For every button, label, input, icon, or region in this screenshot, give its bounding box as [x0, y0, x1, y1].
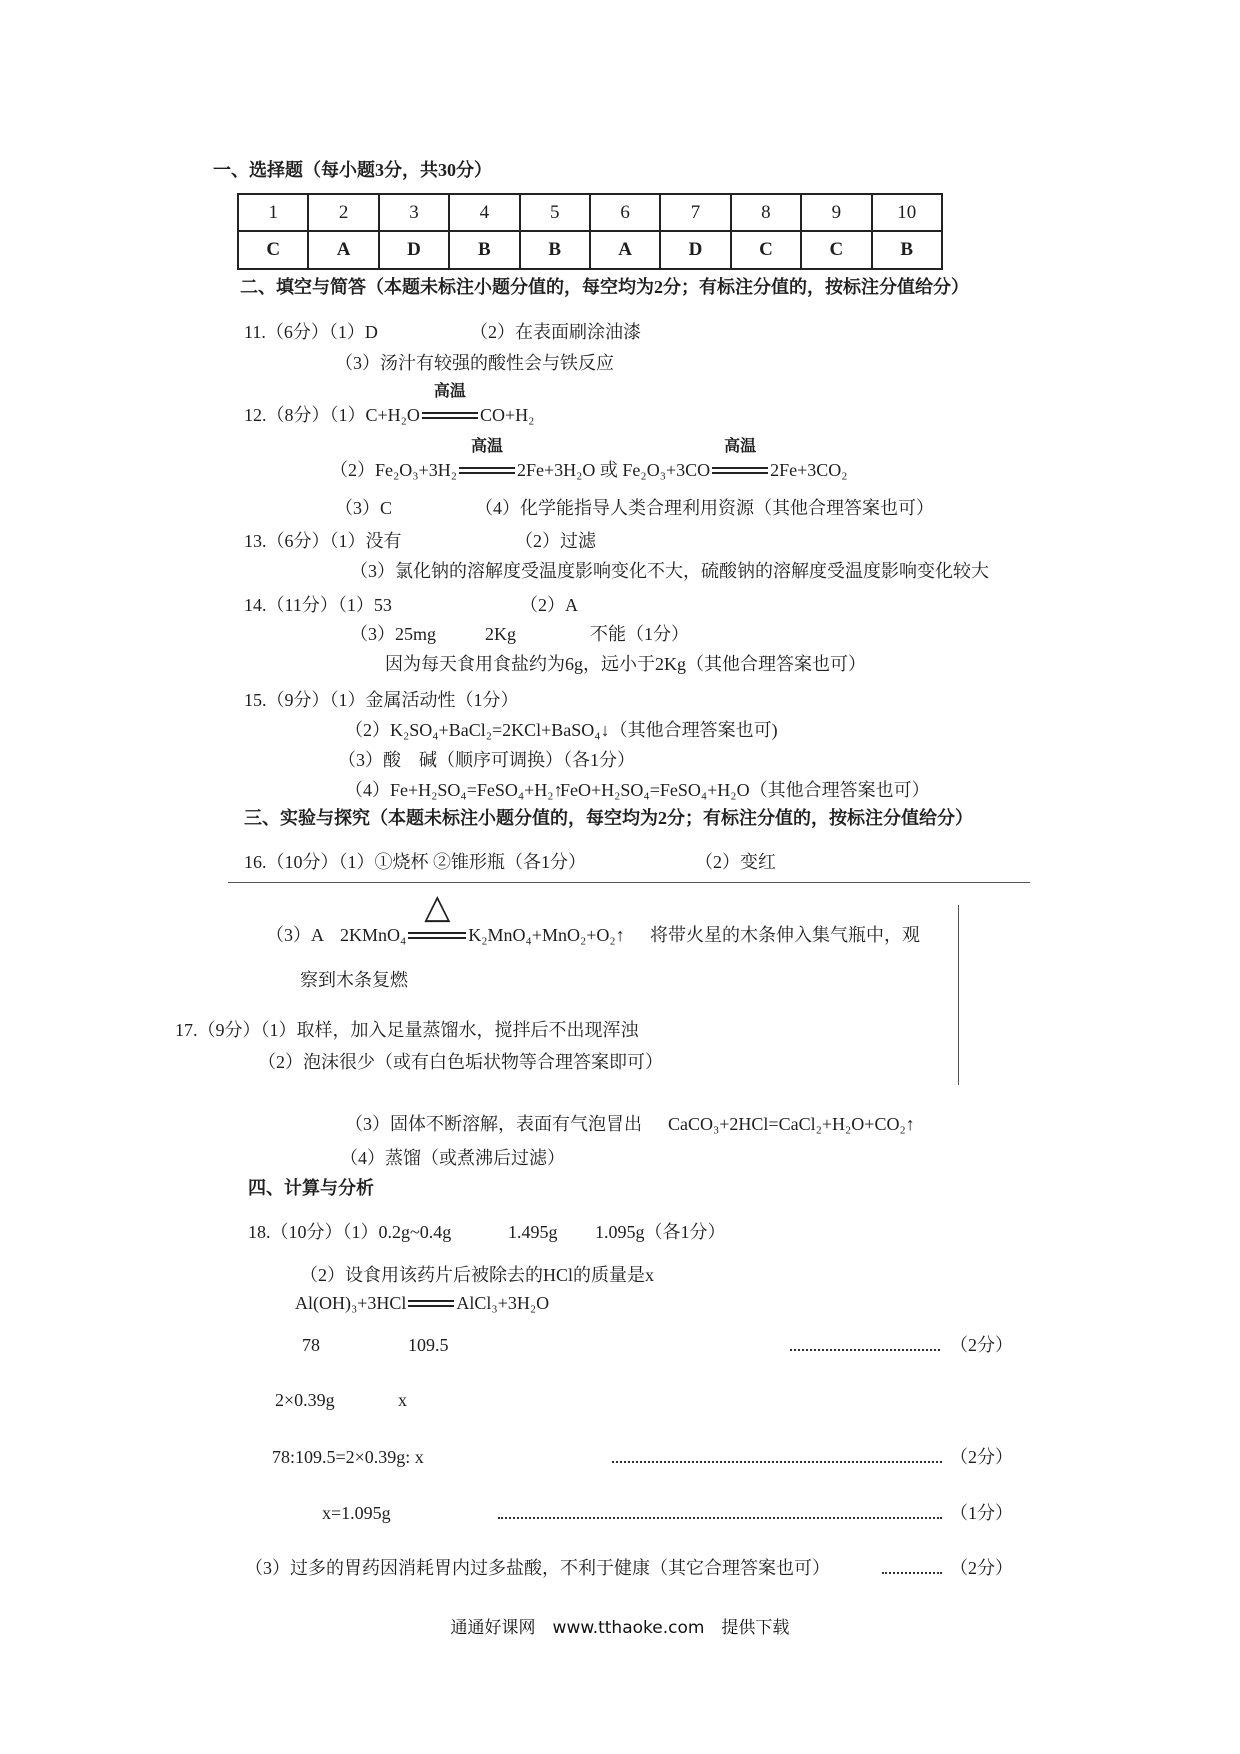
q14-part1: （1）53	[337, 595, 392, 615]
heating-triangle-icon: △	[424, 889, 451, 926]
q16-part2: （2）变红	[695, 852, 776, 872]
section1-title: 一、选择题（每小题3分，共30分）	[213, 160, 492, 180]
reaction-condition	[408, 889, 466, 946]
q12-part3: （3）C	[335, 498, 393, 518]
q15-part1: （1）金属活动性（1分）	[329, 690, 519, 710]
answer-row	[238, 231, 942, 269]
q15-part3: （3）酸 碱（顺序可调换）（各1分）	[338, 750, 635, 770]
condition-text: 高温	[724, 438, 757, 455]
section2-title: 二、填空与简答（本题未标注小题分值的，每空均为2分；有标注分值的，按标注分值给分）	[240, 277, 969, 297]
dotted-leader	[612, 1461, 942, 1463]
answer-cell: B	[449, 231, 519, 269]
q15-line1	[244, 689, 519, 711]
q12-label: 12.（8分）	[244, 405, 330, 425]
dotted-leader	[790, 1349, 940, 1351]
q15-label: 15.（9分）	[244, 690, 330, 710]
q17-part2: （2）泡沫很少（或有白色垢状物等合理答案即可）	[258, 1052, 663, 1072]
q16-part3-prefix: （3）A	[266, 925, 324, 945]
q12-part1-reactants: C+H₂O	[365, 405, 420, 425]
q12-eq2-products: 2Fe+3CO₂	[770, 460, 848, 480]
q18-equation	[295, 1292, 549, 1314]
q18-score-row1: （2分）	[950, 1335, 1013, 1355]
q18-part1-a: （1）0.2g~0.4g	[342, 1222, 452, 1242]
q14-part3-reason: 因为每天食用食盐约为6g，远小于2Kg（其他合理答案也可）	[385, 654, 866, 674]
q14-line1	[244, 594, 392, 616]
equals-double-line	[408, 1292, 454, 1314]
q12-line2	[330, 438, 848, 481]
question-number-cell: 4	[449, 194, 519, 231]
question-number-cell: 1	[238, 194, 308, 231]
reaction-condition	[712, 438, 768, 481]
question-number-cell: 8	[731, 194, 801, 231]
double-line	[459, 467, 515, 474]
q12-line1	[244, 383, 535, 426]
q16-part1: （1）①烧杯 ②锥形瓶（各1分）	[338, 852, 586, 872]
section3-title: 三、实验与探究（本题未标注小题分值的，每空均为2分；有标注分值的，按标注分值给分）	[244, 808, 973, 828]
q13-part2: （2）过滤	[515, 531, 596, 551]
q12-eq1-reactants: Fe₂O₃+3H₂	[375, 460, 457, 480]
q18-part3: （3）过多的胃药因消耗胃内过多盐酸，不利于健康（其它合理答案也可）	[245, 1558, 830, 1578]
section4-title: 四、计算与分析	[248, 1178, 374, 1198]
reaction-condition	[459, 438, 515, 481]
q15-part2: （2）K₂SO₄+BaCl₂=2KCl+BaSO₄↓（其他合理答案也可)	[345, 720, 778, 740]
answer-cell: A	[590, 231, 660, 269]
q12-part1-prefix: （1）	[329, 405, 366, 425]
q16-line1	[244, 851, 586, 873]
q18-label: 18.（10分）	[248, 1222, 343, 1242]
question-number-row	[238, 194, 942, 231]
q17-part1: （1）取样，加入足量蒸馏水，搅拌后不出现浑浊	[260, 1020, 639, 1040]
q13-line1	[244, 530, 402, 552]
q17-part3-a: （3）固体不断溶解，表面有气泡冒出	[345, 1114, 642, 1134]
q18-reactants: Al(OH)₃+3HCl	[295, 1293, 407, 1313]
download-footer: 通通好课网 www.tthaoke.com 提供下载	[450, 1618, 790, 1638]
q13-part3: （3）氯化钠的溶解度受温度影响变化不大，硫酸钠的溶解度受温度影响变化较大	[350, 561, 989, 581]
double-line	[712, 467, 768, 474]
answer-cell: C	[801, 231, 871, 269]
page-splice-divider	[228, 882, 1030, 883]
q11-part1: （1）D	[328, 322, 378, 342]
q18-part1-c: 1.095g（各1分）	[595, 1222, 726, 1242]
q14-part3-c: 不能（1分）	[590, 624, 689, 644]
answer-cell: C	[731, 231, 801, 269]
q13-part1: （1）没有	[329, 531, 402, 551]
answer-cell: D	[660, 231, 730, 269]
question-number-cell: 3	[379, 194, 449, 231]
q18-result: x=1.095g	[322, 1503, 391, 1523]
q14-part3-a: （3）25mg	[350, 624, 437, 644]
q12-part1-products: CO+H₂	[479, 405, 535, 425]
condition-text: 高温	[470, 438, 503, 455]
q18-ratio-row2-a: 2×0.39g	[275, 1390, 335, 1410]
q17-part4: （4）蒸馏（或煮沸后过滤）	[340, 1148, 565, 1168]
q18-ratio-row1-b: 109.5	[408, 1335, 449, 1355]
q12-or-word: 或	[599, 460, 618, 480]
q18-proportion: 78:109.5=2×0.39g: x	[272, 1447, 424, 1467]
q18-score-part3: （2分）	[950, 1558, 1013, 1578]
multiple-choice-answer-table	[237, 193, 943, 270]
dotted-leader	[882, 1572, 942, 1574]
q18-score-result: （1分）	[950, 1503, 1013, 1523]
q11-part2: （2）在表面刷涂油漆	[470, 322, 641, 342]
q17-label: 17.（9分）	[175, 1020, 261, 1040]
q12-eq1-products: 2Fe+3H₂O	[516, 460, 596, 480]
question-number-cell: 5	[520, 194, 590, 231]
q14-part3-b: 2Kg	[485, 624, 516, 644]
q12-part4: （4）化学能指导人类合理利用资源（其他合理答案也可）	[475, 498, 934, 518]
answer-cell: B	[520, 231, 590, 269]
condition-text: 高温	[433, 383, 466, 400]
q15-part4-b: FeO+H₂SO₄=FeSO₄+H₂O（其他合理答案也可）	[560, 780, 930, 800]
q15-part4-a: （4）Fe+H₂SO₄=FeSO₄+H₂↑	[345, 780, 563, 800]
q18-ratio-row2-b: x	[398, 1390, 407, 1410]
q16-products: K₂MnO₄+MnO₂+O₂↑	[468, 925, 625, 945]
question-number-cell: 10	[872, 194, 942, 231]
q18-line1	[248, 1221, 451, 1243]
question-number-cell: 9	[801, 194, 871, 231]
q16-reactant: 2KMnO₄	[340, 925, 407, 945]
question-number-cell: 6	[590, 194, 660, 231]
q16-part3-text-line2: 察到木条复燃	[300, 970, 408, 990]
reaction-condition	[422, 383, 478, 426]
page-splice-edge	[958, 905, 959, 1085]
q14-label: 14.（11分）	[244, 595, 338, 615]
double-line	[408, 1300, 454, 1307]
q18-products: AlCl₃+3H₂O	[456, 1293, 550, 1313]
q16-part3-text-line1: 将带火星的木条伸入集气瓶中，观	[650, 925, 920, 945]
q17-line1	[175, 1019, 639, 1041]
answer-cell: C	[238, 231, 308, 269]
answer-cell: A	[308, 231, 378, 269]
question-number-cell: 7	[660, 194, 730, 231]
q14-part2: （2）A	[520, 595, 578, 615]
q13-label: 13.（6分）	[244, 531, 330, 551]
q18-score-proportion: （2分）	[950, 1447, 1013, 1467]
question-number-cell: 2	[308, 194, 378, 231]
q16-part3-equation	[340, 889, 625, 946]
q11-part3: （3）汤汁有较强的酸性会与铁反应	[335, 353, 614, 373]
q18-part2-intro: （2）设食用该药片后被除去的HCl的质量是x	[300, 1265, 655, 1285]
q18-ratio-row1-a: 78	[302, 1335, 320, 1355]
q16-label: 16.（10分）	[244, 852, 339, 872]
q12-part2-prefix: （2）	[330, 460, 375, 480]
double-line	[422, 412, 478, 419]
q11-line1	[244, 321, 378, 343]
q11-label: 11.（6分）	[244, 322, 329, 342]
q12-eq2-reactants: Fe₂O₃+3CO	[622, 460, 711, 480]
q18-part1-b: 1.495g	[508, 1222, 558, 1242]
answer-cell: B	[872, 231, 942, 269]
dotted-leader	[498, 1517, 942, 1519]
answer-cell: D	[379, 231, 449, 269]
double-line	[408, 932, 466, 939]
q17-part3-b: CaCO₃+2HCl=CaCl₂+H₂O+CO₂↑	[668, 1114, 915, 1134]
